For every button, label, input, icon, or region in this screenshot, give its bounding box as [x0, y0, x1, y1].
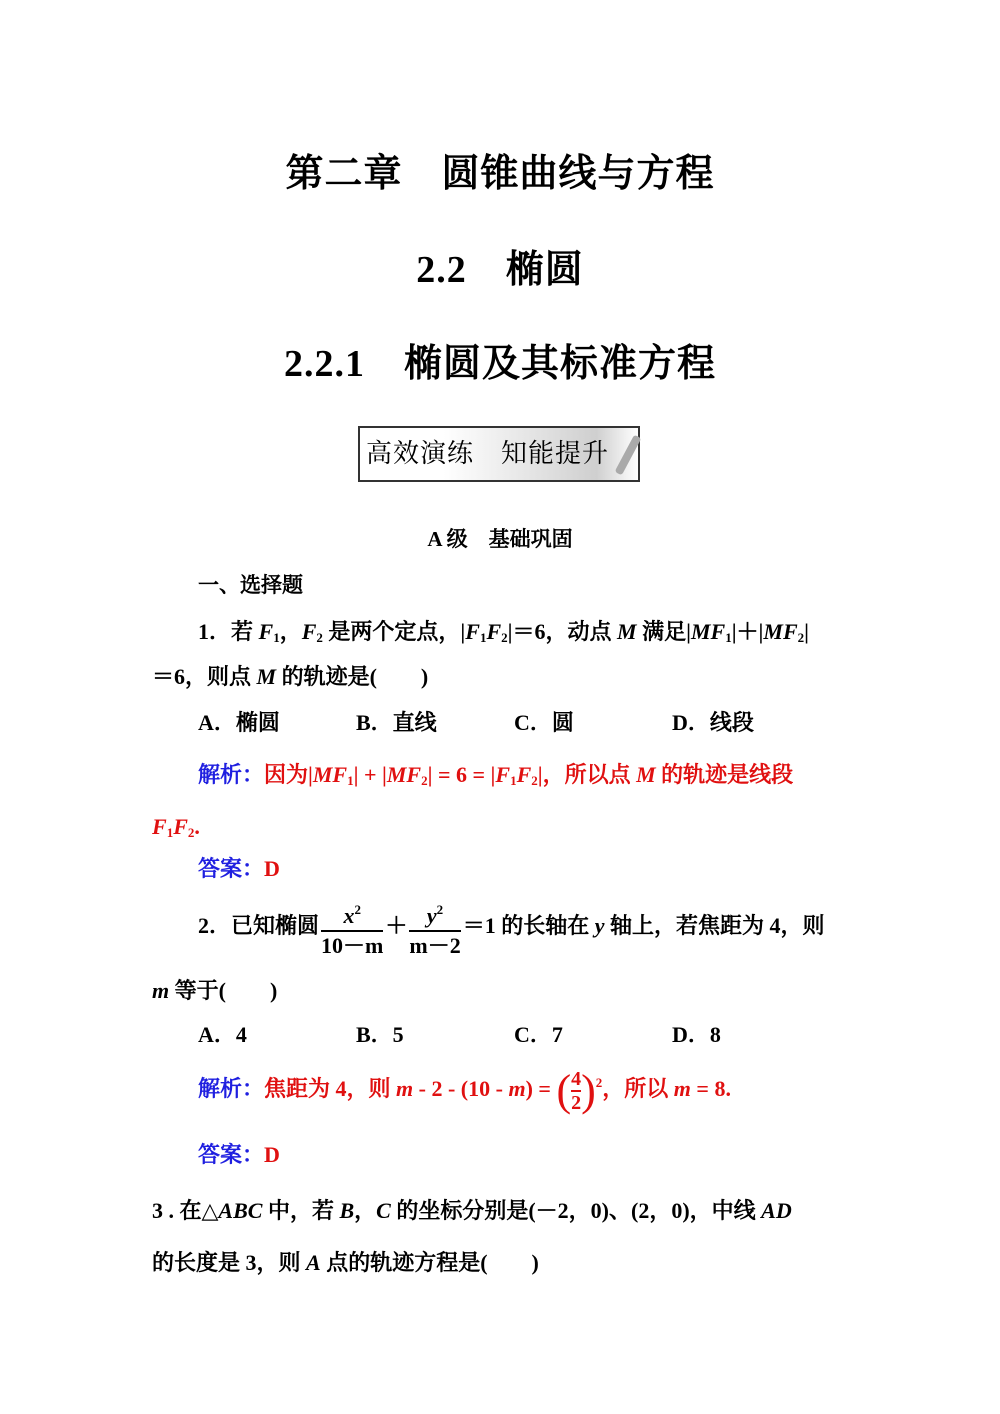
brush-icon	[615, 435, 642, 476]
option-c: C．圆	[514, 710, 574, 735]
fraction-y: $\frac{y^2}{m-2}$	[409, 896, 460, 960]
subsection-title: 2.2.1 椭圆及其标准方程	[283, 343, 716, 385]
option-b: B．5	[356, 1022, 404, 1047]
option-a: A．椭圆	[198, 710, 280, 735]
option-c: C．7	[514, 1022, 563, 1047]
option-d: D．8	[672, 1022, 721, 1047]
question-2-line-2: m 等于( )	[152, 978, 278, 1003]
question-2-analysis: 解析：焦距为 4，则 m - 2 - (10 - m) = ( $\frac{4}{2}$ )$^2$，所以 m = 8.	[198, 1066, 731, 1115]
question-1-line-1: 1．若 $F_1$，$F_2$ 是两个定点，$|F_1F_2|=6$，动点 M 满足$|MF_1|+|MF_2|$	[198, 619, 809, 645]
part-heading: 一、选择题	[198, 573, 303, 597]
question-1-line-2: ＝6，则点 M 的轨迹是( )	[152, 664, 429, 689]
question-2-options	[198, 1020, 721, 1050]
question-1-options	[198, 708, 754, 738]
banner-text: 高效演练 知能提升	[366, 439, 610, 469]
chapter-title: 第二章 圆锥曲线与方程	[285, 153, 715, 195]
question-3-line-1: 3 . 在△ABC 中，若 B，C 的坐标分别是(－2，0)、(2，0)，中线 AD	[152, 1198, 792, 1223]
option-b: B．直线	[356, 710, 437, 735]
question-1-analysis: 解析：因为$|MF_1| + |MF_2| = 6 = |F_1F_2|$，所以点 M 的轨迹是线段	[198, 762, 794, 788]
fraction-x: $\frac{x^2}{10-m}$	[321, 896, 383, 960]
question-2-line-1: 2．已知椭圆 $\frac{x^2}{10-m}$ ＋ $\frac{y^2}{m-2}$ ＝1 的长轴在 y 轴上，若焦距为 4，则	[198, 896, 825, 960]
section-title: 2.2 椭圆	[416, 249, 584, 291]
question-2-answer: 答案：D	[198, 1142, 280, 1167]
question-3-line-2: 的长度是 3，则 A 点的轨迹方程是( )	[152, 1250, 539, 1275]
question-1-analysis-cont: $F_1F_2$.	[152, 814, 200, 840]
option-d: D．线段	[672, 710, 754, 735]
option-a: A．4	[198, 1022, 247, 1047]
level-heading: A 级 基础巩固	[427, 527, 573, 551]
practice-banner	[358, 426, 640, 482]
question-1-answer: 答案：D	[198, 856, 280, 881]
